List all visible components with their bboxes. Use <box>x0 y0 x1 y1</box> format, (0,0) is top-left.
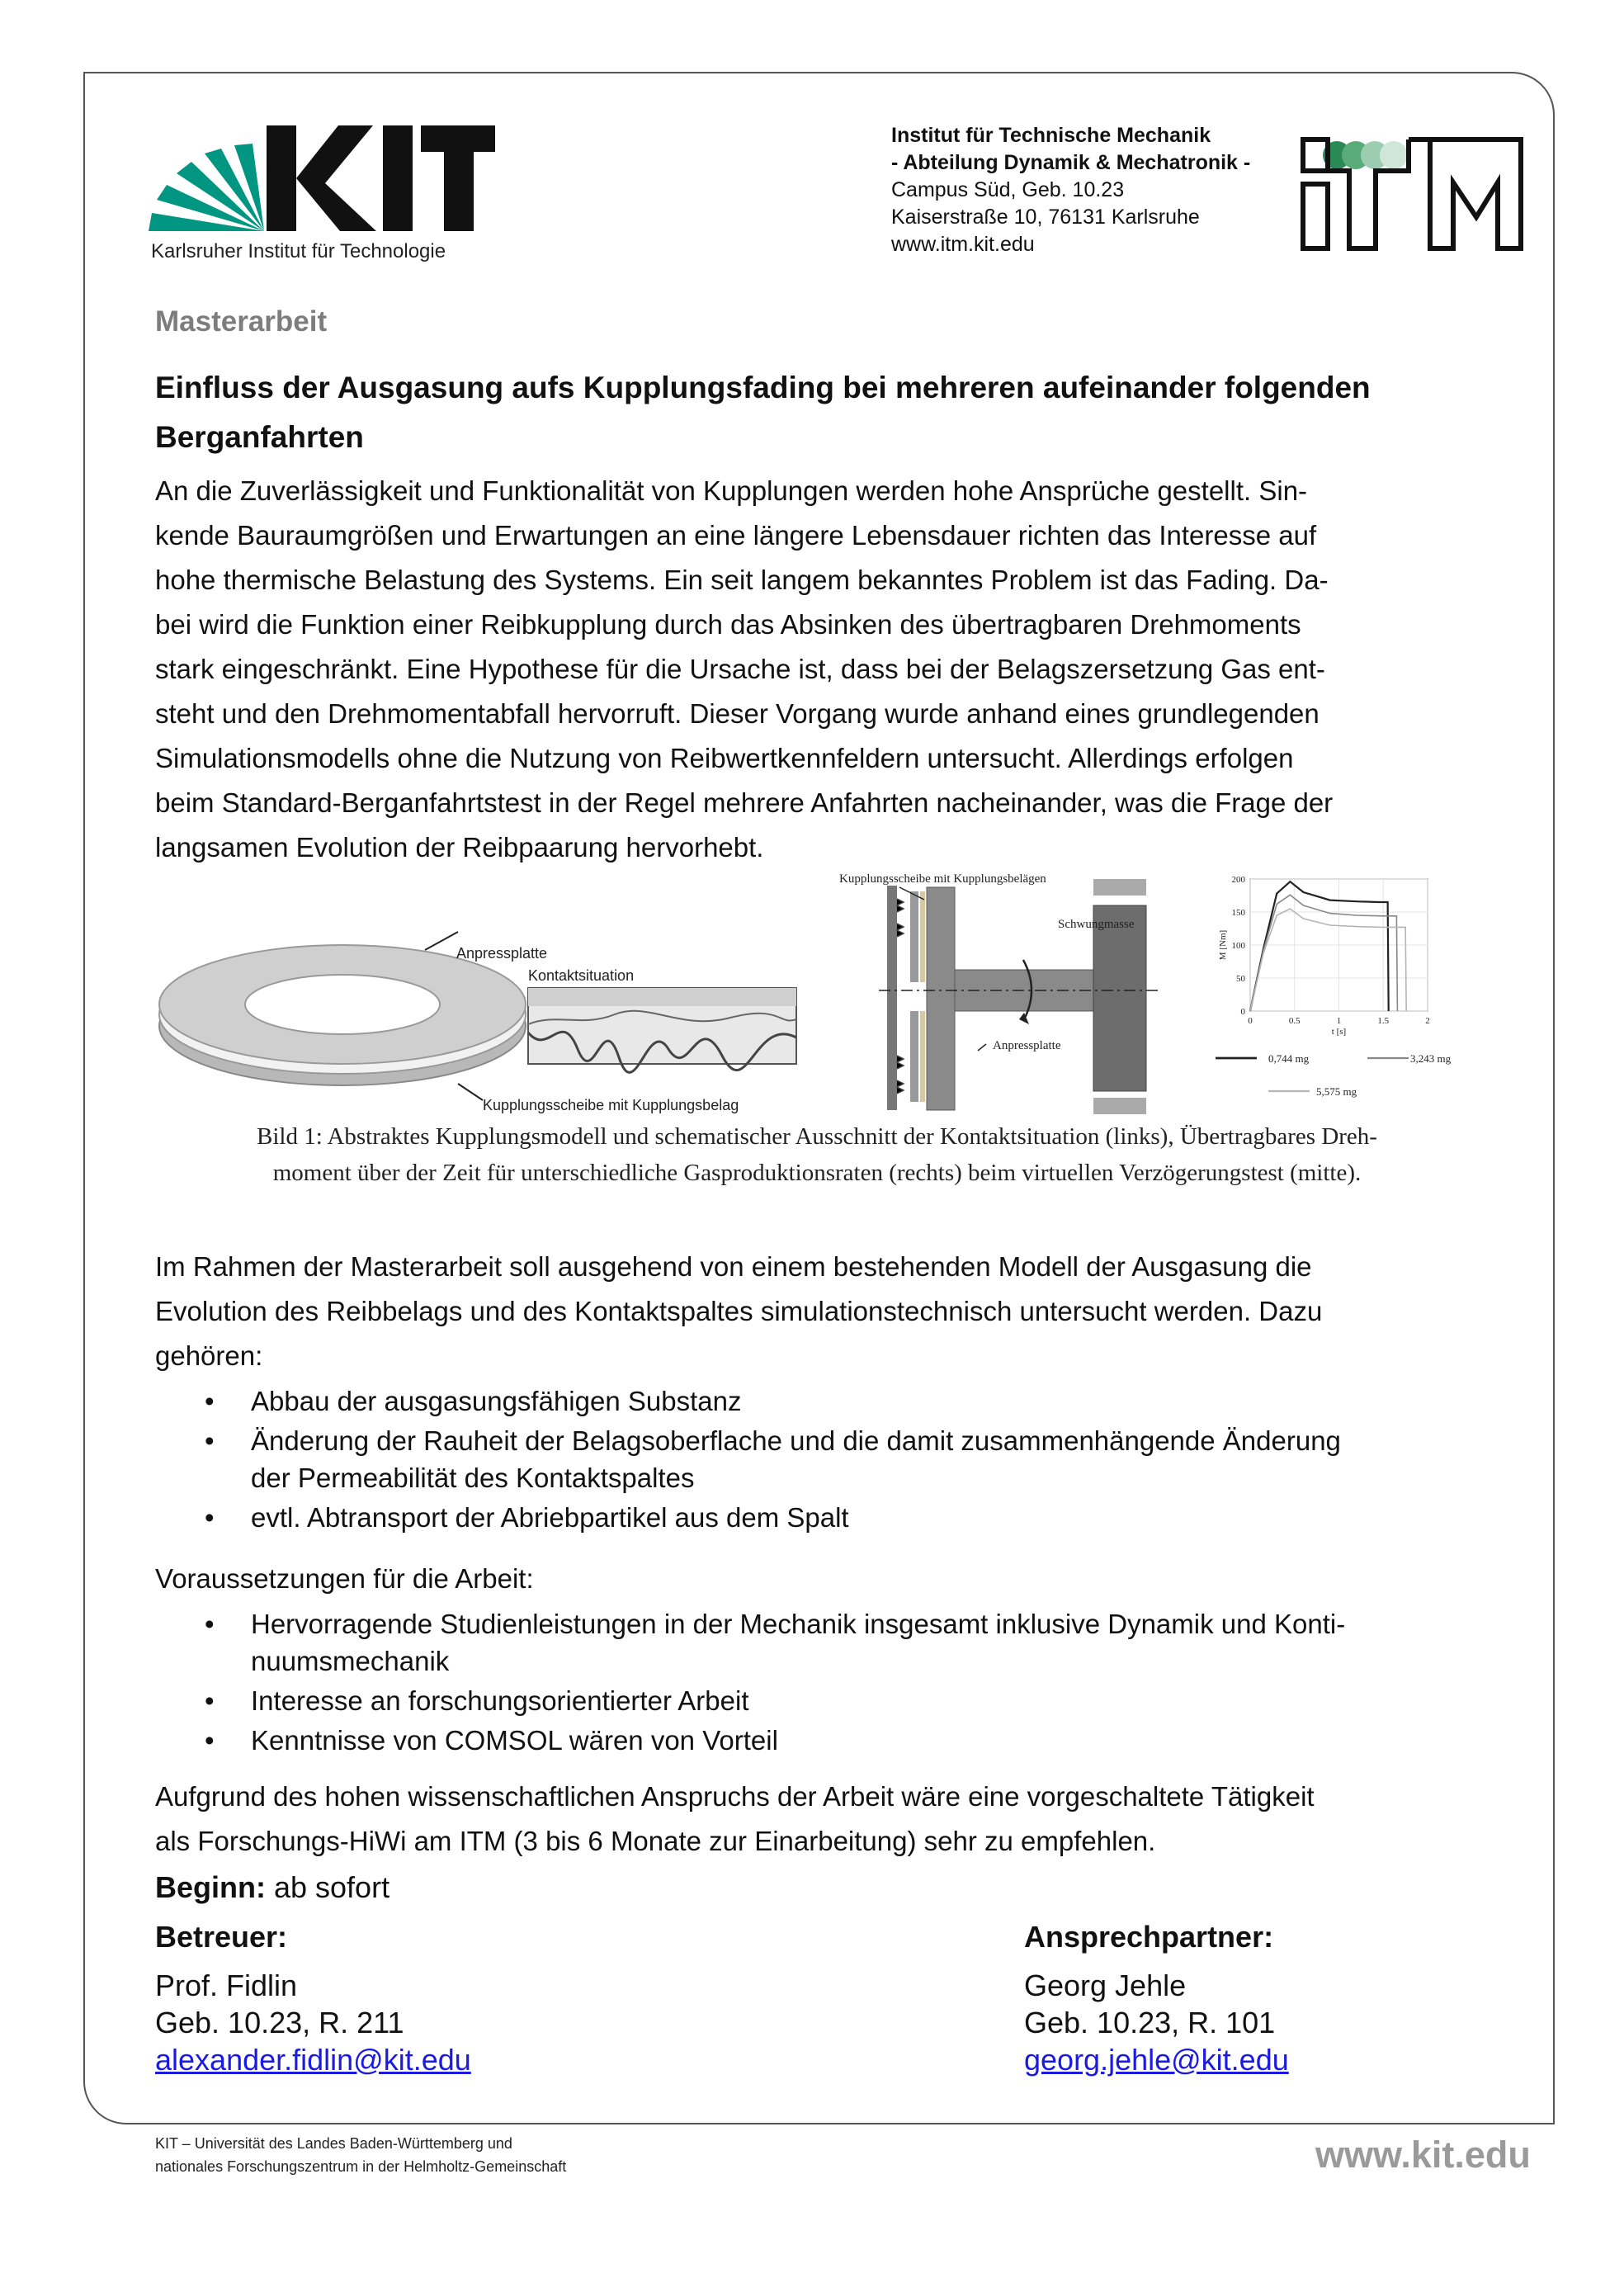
list-item <box>155 1722 1475 1759</box>
bullet-icon: • <box>205 1609 215 1639</box>
institute-name: Institut für Technische Mechanik <box>891 124 1211 147</box>
list-item-text: Abbau der ausgasungsfähigen Substanz <box>251 1386 742 1416</box>
figure-1 <box>153 863 1481 1114</box>
intro-line: beim Standard-Berganfahrtstest in der Regel mehrere Anfahrten nacheinander, was die Frage der <box>155 787 1334 818</box>
supervisor-email-link[interactable]: alexander.fidlin@kit.edu <box>155 2043 471 2077</box>
legend-label: 5,575 mg <box>1316 1085 1357 1098</box>
x-tick-label: 1.5 <box>1377 1016 1390 1026</box>
institute-address <box>891 122 1250 258</box>
partner-email-link[interactable]: georg.jehle@kit.edu <box>1024 2043 1289 2077</box>
x-tick-label: 0 <box>1248 1016 1253 1026</box>
list-item-text: evtl. Abtransport der Abriebpartikel aus dem Spalt <box>251 1502 849 1533</box>
torque-series-line <box>1250 881 1389 1011</box>
x-tick-label: 2 <box>1425 1016 1430 1026</box>
list-item-text: nuumsmechanik <box>251 1646 450 1676</box>
kit-fan-icon <box>149 144 264 231</box>
intro-line: langsamen Evolution der Reibpaarung hervorhebt. <box>155 832 764 863</box>
list-item <box>155 1682 1475 1719</box>
institute-department: - Abteilung Dynamik & Mechatronik - <box>891 151 1251 174</box>
intro-line: bei wird die Funktion einer Reibkupplung durch das Absinken des übertragbaren Drehmoments <box>155 609 1301 640</box>
recommendation-paragraph <box>155 1775 1467 1864</box>
kit-logo-subtitle: Karlsruher Institut für Technologie <box>151 240 446 262</box>
y-tick-label: 200 <box>1231 875 1245 885</box>
x-tick-label: 1 <box>1336 1016 1342 1026</box>
start-date <box>155 1869 389 1907</box>
label-schwungmasse: Schwungmasse <box>1058 918 1135 931</box>
intro-paragraph <box>155 469 1463 870</box>
label-kupplungsscheibe: Kupplungsscheibe mit Kupplungsbelag <box>483 1097 739 1113</box>
recommendation-line: als Forschungs-HiWi am ITM (3 bis 6 Monate zur Einarbeitung) sehr zu empfehlen. <box>155 1826 1156 1856</box>
recommendation-line: Aufgrund des hohen wissenschaftlichen Anspruchs der Arbeit wäre eine vorgeschaltete Tätigkeit <box>155 1781 1315 1812</box>
contact-inset <box>528 988 796 1072</box>
label-kontaktsituation: Kontaktsituation <box>528 967 635 984</box>
intro-line: An die Zuverlässigkeit und Funktionalität von Kupplungen werden hohe Ansprüche gestellt. Sin- <box>155 475 1308 506</box>
bullet-icon: • <box>205 1685 215 1716</box>
caption-line: Bild 1: Abstraktes Kupplungsmodell und schematischer Ausschnitt der Kontaktsituation (links), Übertragbares Dreh- <box>257 1123 1377 1150</box>
figure-caption <box>157 1118 1477 1191</box>
label-kupplungsscheibe-belaege: Kupplungsscheibe mit Kupplungsbelägen <box>839 872 1046 886</box>
task-list <box>155 1382 1475 1538</box>
legend-label: 3,243 mg <box>1410 1052 1452 1065</box>
prerequisites-heading: Voraussetzungen für die Arbeit: <box>155 1563 534 1594</box>
task-line: Evolution des Reibbelags und des Kontaktspaltes simulationstechnisch untersucht werden. Dazu <box>155 1296 1323 1326</box>
institute-street: Kaiserstraße 10, 76131 Karlsruhe <box>891 206 1200 229</box>
bullet-icon: • <box>205 1386 215 1416</box>
y-tick-label: 100 <box>1231 941 1245 951</box>
x-tick-label: 0.5 <box>1288 1016 1301 1026</box>
document-type: Masterarbeit <box>155 305 328 338</box>
partner-contact <box>1024 1918 1289 2078</box>
supervisor-room: Geb. 10.23, R. 211 <box>155 2006 404 2039</box>
bullet-icon: • <box>205 1425 215 1456</box>
supervisor-name: Prof. Fidlin <box>155 1968 298 2002</box>
footer-website[interactable]: www.kit.edu <box>1315 2134 1531 2176</box>
y-axis-label: M [Nm] <box>1218 929 1228 961</box>
intro-line: stark eingeschränkt. Eine Hypothese für die Ursache ist, dass bei der Belagszersetzung Gas ent- <box>155 654 1325 684</box>
torque-plot <box>1216 875 1452 1098</box>
itm-dots-icon <box>1323 141 1408 169</box>
bullet-icon: • <box>205 1725 215 1756</box>
label-anpressplatte: Anpressplatte <box>456 945 548 962</box>
footer-text <box>155 2132 566 2178</box>
supervisor-heading: Betreuer: <box>155 1920 288 1954</box>
kit-letters <box>267 125 495 231</box>
prerequisites-list <box>155 1605 1475 1761</box>
y-tick-label: 50 <box>1236 974 1245 984</box>
list-item <box>155 1499 1475 1536</box>
list-item <box>155 1382 1475 1420</box>
itm-logo <box>1300 136 1527 252</box>
start-value: ab sofort <box>265 1870 390 1904</box>
task-line: Im Rahmen der Masterarbeit soll ausgehend von einem bestehenden Modell der Ausgasung die <box>155 1251 1312 1282</box>
partner-name: Georg Jehle <box>1024 1968 1187 2002</box>
intro-line: kende Bauraumgrößen und Erwartungen an eine längere Lebensdauer richten das Interesse auf <box>155 520 1317 551</box>
partner-heading: Ansprechpartner: <box>1024 1920 1274 1954</box>
intro-line: Simulationsmodells ohne die Nutzung von Reibwertkennfeldern untersucht. Allerdings erfolgen <box>155 743 1294 773</box>
footer-line: KIT – Universität des Landes Baden-Württemberg und <box>155 2135 512 2152</box>
list-item-text: Kenntnisse von COMSOL wären von Vorteil <box>251 1725 778 1756</box>
list-item-text: Änderung der Rauheit der Belagsoberflache und die damit zusammenhängende Änderung <box>251 1425 1341 1456</box>
y-tick-label: 150 <box>1231 908 1245 918</box>
intro-line: steht und den Drehmomentabfall hervorruft. Dieser Vorgang wurde anhand eines grundlegenden <box>155 698 1320 729</box>
list-item-text: der Permeabilität des Kontaktspaltes <box>251 1463 695 1493</box>
thesis-title: Einfluss der Ausgasung aufs Kupplungsfading bei mehreren aufeinander folgenden Berganfahrten <box>155 371 1371 454</box>
task-paragraph <box>155 1245 1463 1378</box>
supervisor-contact <box>155 1918 471 2078</box>
y-tick-label: 0 <box>1240 1007 1245 1017</box>
list-item <box>155 1422 1475 1496</box>
partner-room: Geb. 10.23, R. 101 <box>1024 2006 1276 2039</box>
bullet-icon: • <box>205 1502 215 1533</box>
institute-campus: Campus Süd, Geb. 10.23 <box>891 178 1125 201</box>
list-item-text: Interesse an forschungsorientierter Arbeit <box>251 1685 749 1716</box>
caption-line: moment über der Zeit für unterschiedliche Gasproduktionsraten (rechts) beim virtuellen Verzögerungstest (mitte). <box>272 1160 1362 1186</box>
label-anpressplatte-mitte: Anpressplatte <box>993 1039 1061 1052</box>
legend-label: 0,744 mg <box>1268 1052 1310 1065</box>
institute-website[interactable]: www.itm.kit.edu <box>891 233 1035 256</box>
intro-line: hohe thermische Belastung des Systems. Ein seit langem bekanntes Problem ist das Fading. Da- <box>155 565 1329 595</box>
list-item <box>155 1605 1475 1680</box>
x-axis-label: t [s] <box>1331 1027 1347 1037</box>
start-label: Beginn: <box>155 1870 266 1904</box>
footer-line: nationales Forschungszentrum in der Helmholtz-Gemeinschaft <box>155 2158 567 2175</box>
clutch-schematic <box>879 879 1159 1114</box>
task-line: gehören: <box>155 1340 263 1371</box>
list-item-text: Hervorragende Studienleistungen in der Mechanik insgesamt inklusive Dynamik und Konti- <box>251 1609 1346 1639</box>
